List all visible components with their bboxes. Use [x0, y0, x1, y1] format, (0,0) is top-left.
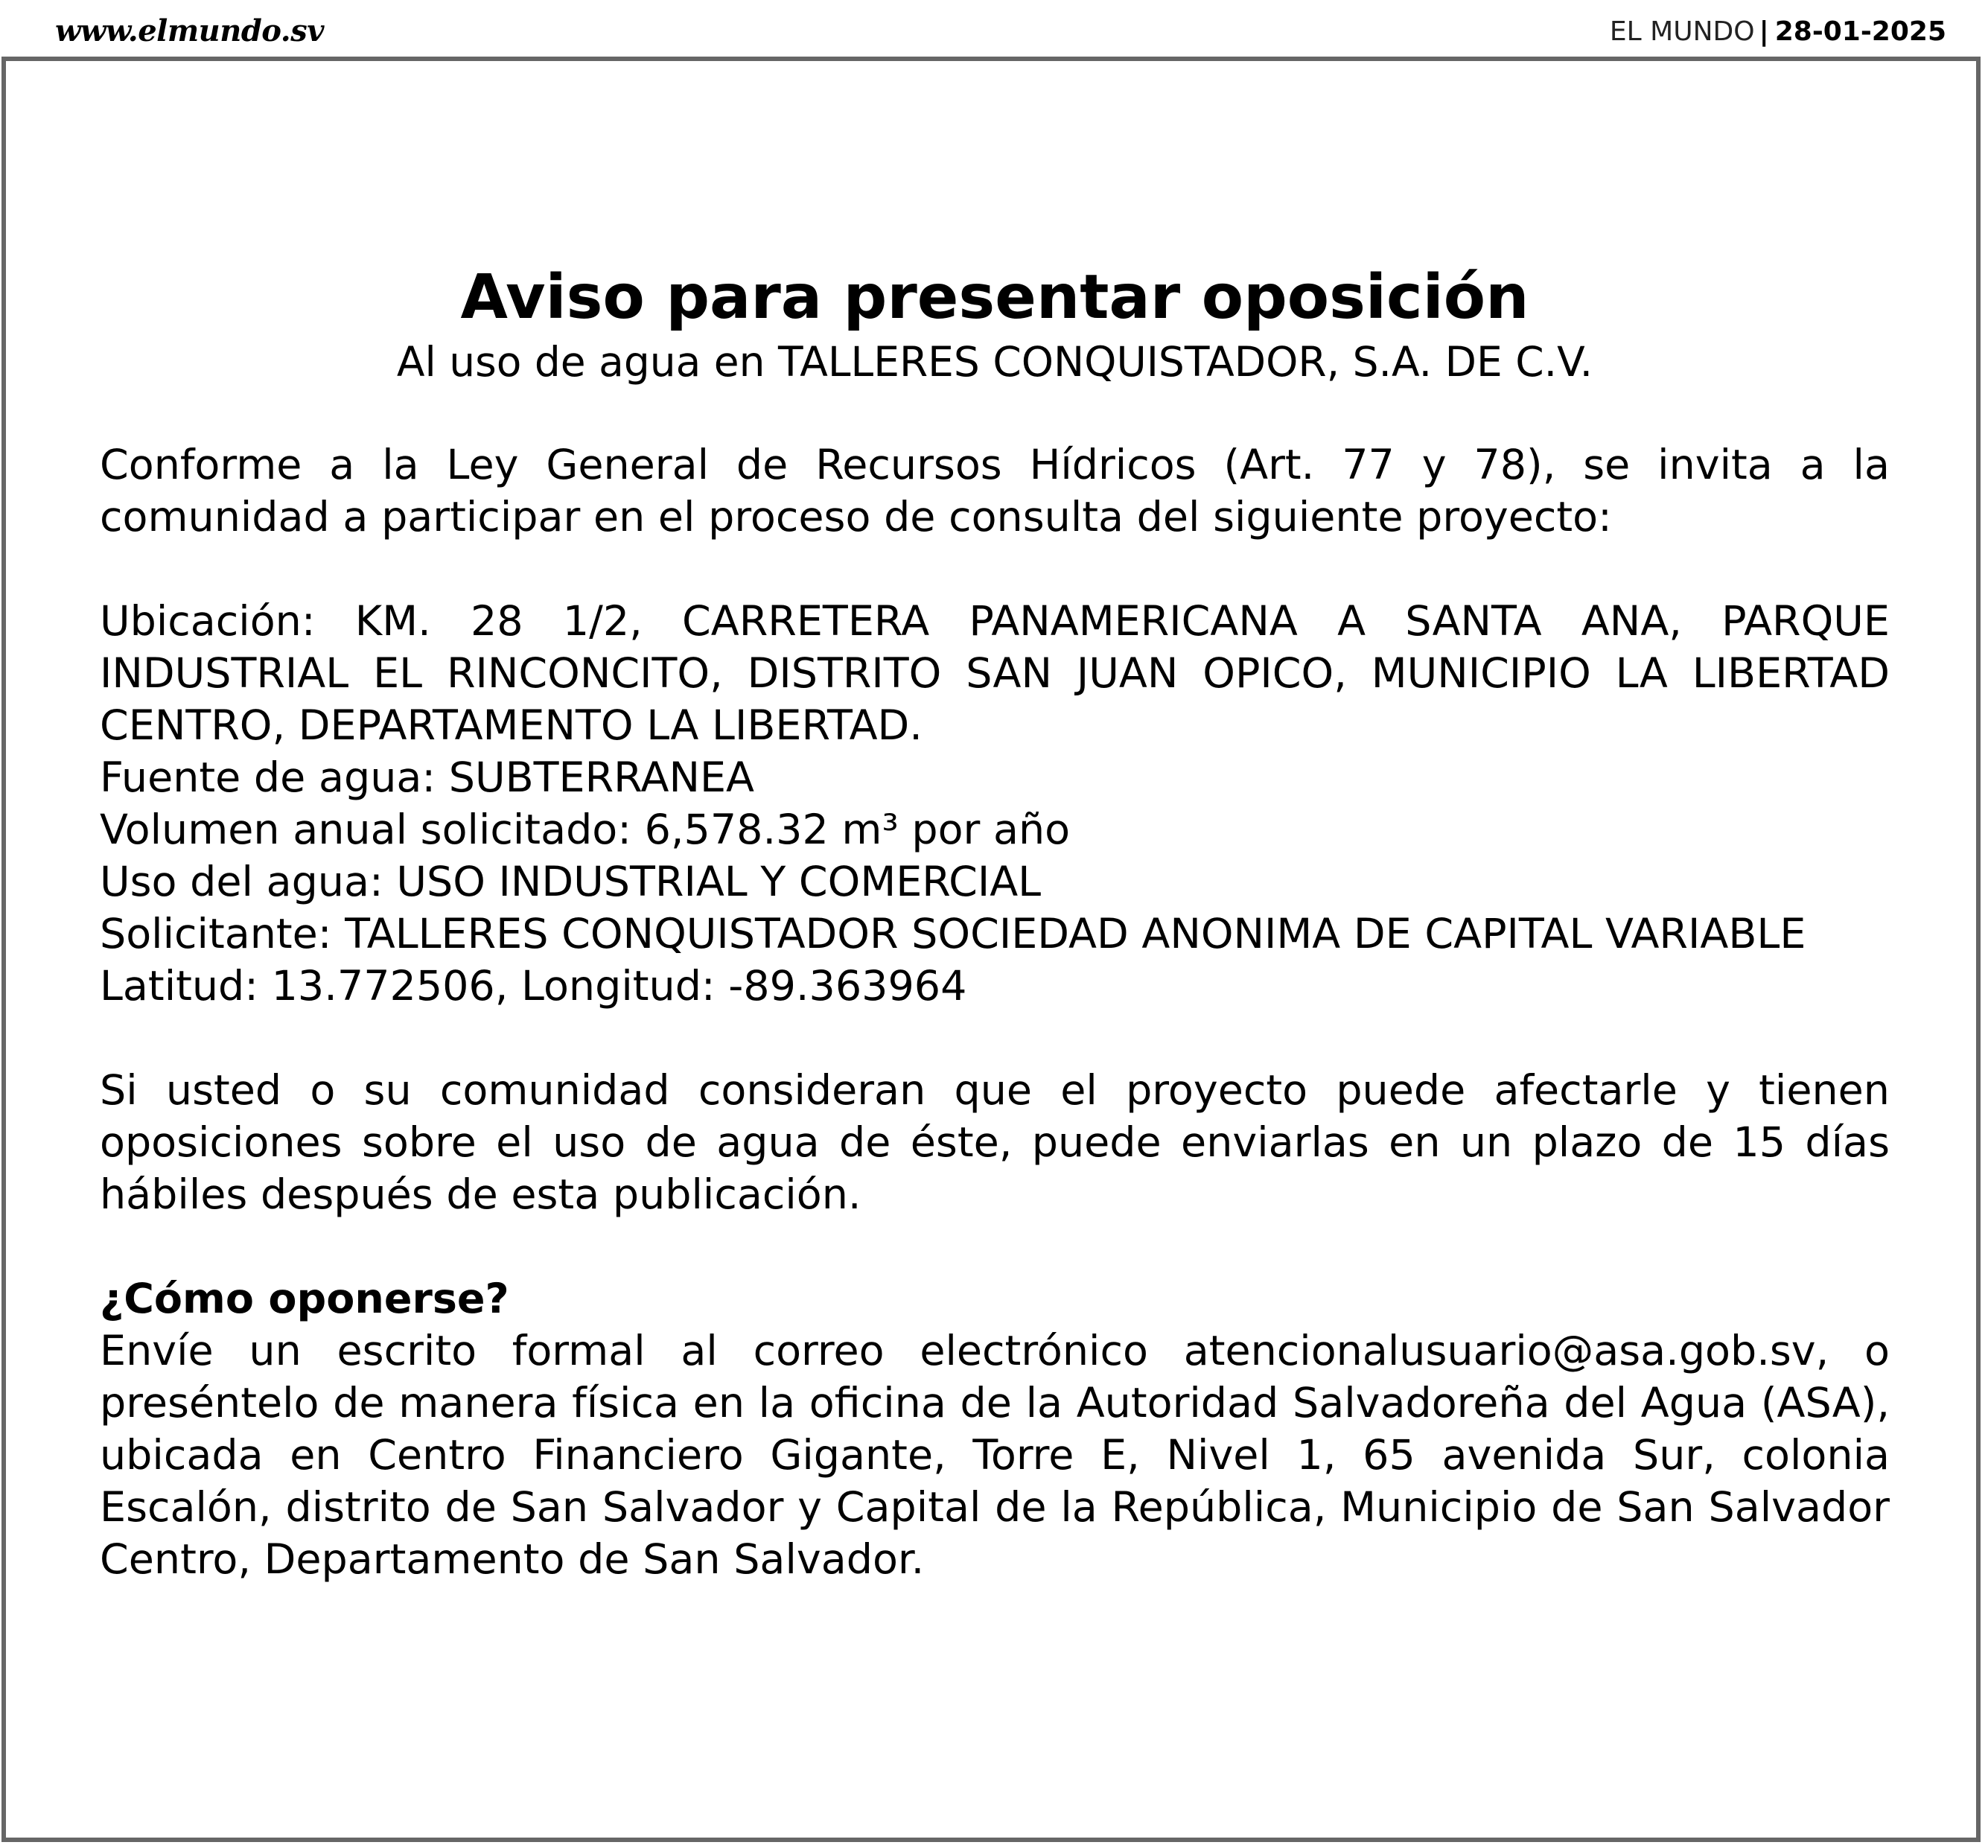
spacer [100, 544, 1890, 596]
water-source-line: Fuente de agua: SUBTERRANEA [100, 753, 755, 802]
page-header [0, 0, 1988, 57]
header-separator: | [1759, 16, 1769, 47]
notice-subtitle: Al uso de agua en TALLERES CONQUISTADOR, S.A. DE C.V. [396, 338, 1593, 386]
intro-paragraph: Conforme a la Ley General de Recursos Hídricos (Art. 77 y 78), se invita a la comunidad a participar en el proceso de consulta del siguiente proyecto: [100, 441, 1890, 541]
spacer [100, 1013, 1890, 1065]
issue-date: 28-01-2025 [1774, 16, 1946, 47]
applicant-line: Solicitante: TALLERES CONQUISTADOR SOCIEDAD ANONIMA DE CAPITAL VARIABLE [100, 910, 1806, 958]
notice-title: Aviso para presentar oposición [460, 262, 1529, 333]
annual-volume-line: Volumen anual solicitado: 6,578.32 m³ por año [100, 806, 1071, 854]
opposition-paragraph: Si usted o su comunidad consideran que el proyecto puede afectarle y tienen oposiciones sobre el uso de agua de éste, puede enviarlas en un plazo de 15 días hábiles después de esta publicación. [100, 1066, 1890, 1219]
location-line: Ubicación: KM. 28 1/2, CARRETERA PANAMERICANA A SANTA ANA, PARQUE INDUSTRIAL EL RINCONCITO, DISTRITO SAN JUAN OPICO, MUNICIPIO LA LIBERTAD CENTRO, DEPARTAMENTO LA LIBERTAD. [100, 597, 1890, 750]
site-url: www.elmundo.sv [55, 13, 324, 48]
paper-name: EL MUNDO [1609, 16, 1755, 47]
water-use-line: Uso del agua: USO INDUSTRIAL Y COMERCIAL [100, 858, 1042, 906]
spacer [100, 1221, 1890, 1273]
how-to-oppose-heading: ¿Cómo oponerse? [100, 1275, 509, 1323]
how-to-oppose-text: Envíe un escrito formal al correo electrónico atencionalusuario@asa.gob.sv, o preséntelo de manera física en la oficina de la Autoridad Salvadoreña del Agua (ASA), ubicada en Centro Financiero Gigante, Torre E, Nivel 1, 65 avenida Sur, colonia Escalón, distrito de San Salvador y Capital de la República, Municipio de San Salvador Centro, Departamento de San Salvador. [100, 1327, 1890, 1584]
header-publication-info [1610, 13, 1946, 51]
notice-content [100, 261, 1890, 1586]
coordinates-line: Latitud: 13.772506, Longitud: -89.363964 [100, 962, 967, 1010]
